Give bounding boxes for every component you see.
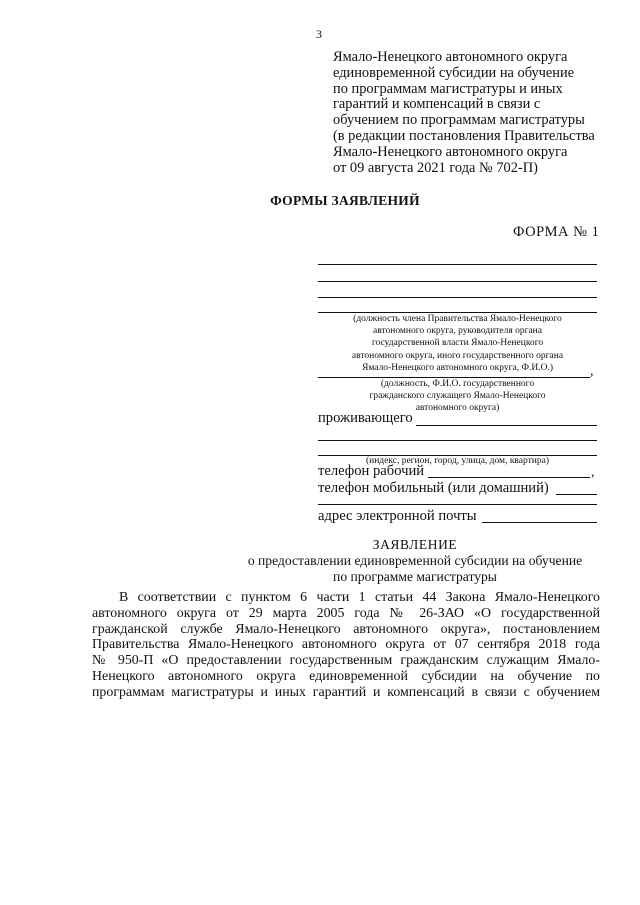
body-line: Ненецкого автономного округа единовременной субсидии на обучение по (92, 668, 600, 684)
header-line: Ямало-Ненецкого автономного округа (333, 143, 568, 160)
body-line: гражданской службе Ямало-Ненецкого автономного округа», постановлением (92, 621, 600, 637)
body-line: В соответствии с пунктом 6 части 1 статьи 44 Закона Ямало-Ненецкого (119, 590, 600, 605)
forms-title: ФОРМЫ ЗАЯВЛЕНИЙ (270, 193, 420, 208)
mobile-phone-blank-line (556, 494, 597, 495)
work-phone-label: телефон рабочий (318, 463, 425, 479)
email-blank-line (482, 522, 597, 523)
body-line: программам магистратуры и иных гарантий и компенсаций в связи с обучением (92, 684, 600, 700)
form-number: ФОРМА № 1 (513, 224, 600, 240)
addressee-blank-line (318, 297, 597, 298)
header-line: от 09 августа 2021 года № 702-П) (333, 159, 538, 176)
page-number: 3 (316, 27, 322, 41)
sender-caption: (должность, Ф.И.О. государственного гражданского служащего Ямало-Ненецкого автономного округа) (369, 379, 546, 414)
statement-subtitle: о предоставлении единовременной субсидии на обучение по программе магистратуры (247, 553, 583, 584)
header-line: обучением по программам магистратуры (333, 112, 585, 129)
sender-comma: , (590, 364, 594, 379)
residing-blank-line (416, 425, 597, 426)
address-caption: (индекс, регион, город, улица, дом, квартира) (365, 456, 550, 466)
header-line: по программам магистратуры и иных (333, 80, 563, 97)
residing-label: проживающего (318, 410, 413, 426)
body-line: № 950-П «О предоставлении государственным гражданским служащим Ямало- (92, 653, 600, 669)
document-header (333, 50, 633, 176)
addressee-blank-line (318, 264, 597, 265)
work-phone-comma: , (591, 465, 595, 480)
work-phone-blank-line (428, 477, 590, 478)
mobile-phone-label: телефон мобильный (или домашний) (318, 480, 549, 496)
header-line: (в редакции постановления Правительства (333, 127, 595, 144)
header-line: гарантий и компенсаций в связи с (333, 96, 541, 113)
email-label: адрес электронной почты (318, 508, 477, 524)
statement-title: ЗАЯВЛЕНИЕ (372, 537, 458, 552)
header-line: Ямало-Ненецкого автономного округа (333, 49, 568, 65)
mobile-phone-blank-line (318, 504, 597, 505)
addressee-caption: (должность члена Правительства Ямало-Ненецкого автономного округа, руководителя органа государственной власти Ямало-Ненецкого автономного округа, иного государственного органа Ямало-Ненецкого автономного округа, Ф.И.О.) (351, 314, 564, 373)
body-line: автономного округа от 29 марта 2005 года № 26-ЗАО «О государственной (92, 605, 600, 621)
address-blank-line (318, 440, 597, 441)
header-line: единовременной субсидии на обучение (333, 64, 575, 81)
body-line: Правительства Ямало-Ненецкого автономного округа от 07 сентября 2018 года (92, 637, 600, 653)
addressee-blank-line (318, 281, 597, 282)
statement-body (92, 590, 600, 701)
